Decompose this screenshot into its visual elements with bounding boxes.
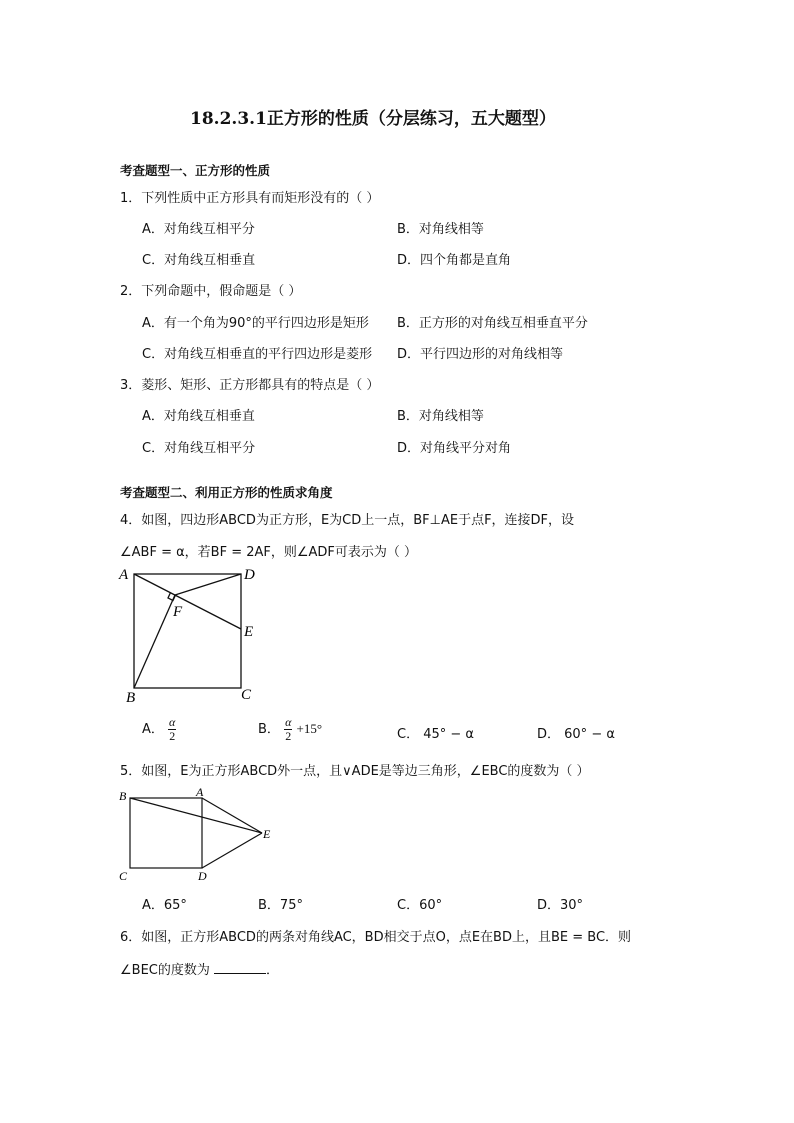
q4-option-a-fraction: [168, 716, 176, 743]
q5-label-d: D: [198, 869, 207, 883]
q4-option-a-denominator: 2: [169, 729, 176, 743]
q1-option-c: C．对角线互相垂直: [142, 253, 256, 268]
q4-option-c: C． 45° − α: [397, 727, 474, 742]
q4-label-c: C: [241, 687, 252, 703]
question-2-stem: 2．下列命题中，假命题是（ ）: [120, 284, 302, 299]
q2-option-a: A．有一个角为90°的平行四边形是矩形: [142, 316, 369, 331]
q4-option-d: D． 60° − α: [537, 727, 615, 742]
question-1-stem: 1．下列性质中正方形具有而矩形没有的（ ）: [120, 191, 380, 206]
q4-segment-bf: [134, 595, 175, 688]
q1-option-a: A．对角线互相平分: [142, 222, 255, 237]
q5-figure: [115, 783, 280, 886]
question-3-stem: 3．菱形、矩形、正方形都具有的特点是（ ）: [120, 378, 380, 393]
q4-option-b-fraction: [284, 716, 292, 743]
q4-label-d: D: [244, 567, 255, 583]
q5-option-b: B．75°: [258, 898, 303, 913]
q4-option-a: [142, 716, 176, 743]
q4-option-a-prefix: A．: [142, 722, 164, 737]
q5-square: [130, 798, 202, 868]
question-4-line2: ∠ABF = α，若BF = 2AF，则∠ADF可表示为（ ）: [120, 545, 418, 560]
section-heading-2: 考查题型二、利用正方形的性质求角度: [120, 485, 333, 500]
q6-answer-blank[interactable]: [214, 961, 266, 974]
q4-segment-ae: [134, 574, 241, 629]
q3-option-d: D．对角线平分对角: [397, 441, 512, 456]
q4-label-f: F: [173, 604, 183, 620]
q6-line2-text: ∠BEC的度数为: [120, 963, 210, 978]
q4-figure: [115, 562, 265, 707]
q2-option-b: B．正方形的对角线互相垂直平分: [397, 316, 588, 331]
q6-line2-end: ．: [266, 963, 280, 978]
q4-label-b: B: [126, 690, 136, 706]
q4-label-e: E: [244, 624, 254, 640]
question-5-stem: 5．如图，E为正方形ABCD外一点，且∨ADE是等边三角形，∠EBC的度数为（ ）: [120, 764, 590, 779]
q1-option-b: B．对角线相等: [397, 222, 484, 237]
q5-label-a: A: [196, 785, 204, 799]
q4-option-b-prefix: B．: [258, 722, 280, 737]
q5-segment-ae: [202, 798, 262, 833]
q3-option-b: B．对角线相等: [397, 409, 484, 424]
q2-option-c: C．对角线互相垂直的平行四边形是菱形: [142, 347, 373, 362]
q4-option-b-numerator: α: [285, 715, 292, 729]
q4-label-a: A: [119, 567, 129, 583]
q5-option-d: D．30°: [537, 898, 584, 913]
q3-option-a: A．对角线互相垂直: [142, 409, 255, 424]
question-6-line2: [120, 959, 279, 978]
q5-segment-be: [130, 798, 262, 833]
q5-option-c: C．60°: [397, 898, 443, 913]
q5-label-e: E: [263, 827, 271, 841]
q4-option-b-denominator: 2: [285, 729, 292, 743]
section-heading-1: 考查题型一、正方形的性质: [120, 163, 271, 178]
question-6-line1: 6．如图，正方形ABCD的两条对角线AC，BD相交于点O，点E在BD上，且BE = BC．则: [120, 930, 632, 945]
page-title: 18.2.3.1正方形的性质（分层练习，五大题型）: [190, 109, 556, 129]
q4-option-b: [258, 716, 322, 743]
q2-option-d: D．平行四边形的对角线相等: [397, 347, 564, 362]
q4-option-a-numerator: α: [169, 715, 176, 729]
q3-option-c: C．对角线互相平分: [142, 441, 256, 456]
q1-option-d: D．四个角都是直角: [397, 253, 512, 268]
q5-segment-de: [202, 833, 262, 868]
question-4-line1: 4．如图，四边形ABCD为正方形，E为CD上一点，BF⊥AE于点F，连接DF，设: [120, 513, 575, 528]
q5-label-b: B: [119, 789, 127, 803]
q5-label-c: C: [119, 869, 128, 883]
q4-segment-df: [175, 574, 241, 595]
q4-option-b-tail: +15°: [296, 721, 323, 736]
q5-option-a: A．65°: [142, 898, 187, 913]
